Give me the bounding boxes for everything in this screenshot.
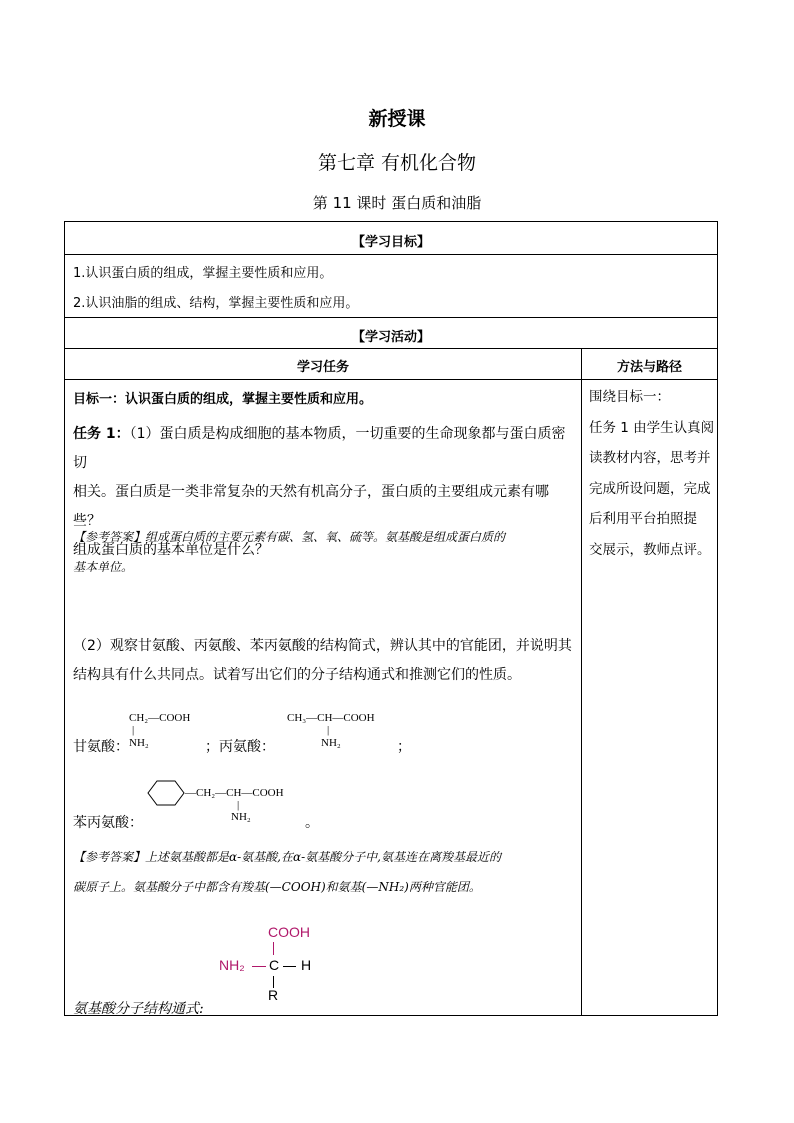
task1-label: 任务 1： [73,426,130,442]
phe-formula-bottom: NH₂ [231,811,251,823]
alanine-formula-bottom: NH₂ [321,737,341,749]
general-formula-label: 氨基酸分子结构通式: [73,1001,204,1017]
activities-heading: 【学习活动】 [351,330,430,345]
task1-question2: （2）观察甘氨酸、丙氨酸、苯丙氨酸的结构简式，辨认其中的官能团，并说明其 结构具有什么共同点。试着写出它们的分子结构通式和推测它们的性质。 [73,638,572,683]
phe-label: 苯丙氨酸： [73,815,143,831]
glycine-formula-top: CH₂—COOH [129,712,191,724]
lesson-table: 【学习目标】 1.认识蛋白质的组成，掌握主要性质和应用。 2.认识油脂的组成、结构，掌握主要性质和应用。 【学习活动】 学习任务 方法与路径 目标一：认识蛋白质的组成，掌握主要性质和应用。 任务 1：（1）蛋白质是构成细胞的基本物质，一切重要的生命现象都与蛋白质密切 相关。蛋白质是一类非常复杂的天然有机高分子，蛋白质的主要组成元素有哪些？ 组成蛋白质的基本单位是什么？ 【参考答案】组成蛋白质的主要元素有碳、氢、氧、硫等。氨基酸是组成蛋白质的 基本单位。 （2）观察甘氨酸、丙氨酸、苯丙氨酸的结构简式，辨认其中的官能团，并说明其 结构具有什么共同点。试着写出它们的分子结构通式和推测它们的性质。 CH₂—COOH | NH₂ 甘氨酸： ；丙氨酸： CH₃—CH—COOH | NH₂ ； —CH₂—CH—COOH | NH₂ 苯丙氨酸： 。 【参考答案】上述氨基酸都是α-氨基酸,在α-氨基酸分子中,氨基连在离羧基最近的 碳原子上。氨基酸分子中都含有羧基(—COOH)和氨基(—NH₂)两种官能团。 COOH NH₂ C H R 氨基酸分子结构通式: 围绕目标一： 任务 1 由学生认真阅 读教材内容，思考并 完成所设问题，完成 后利用平台拍照提 交展示，教师点评。 [64,221,718,1016]
glycine-formula-bottom: NH₂ [129,737,149,749]
task1-question1: 任务 1：（1）蛋白质是构成细胞的基本物质，一切重要的生命现象都与蛋白质密切 相关。蛋白质是一类非常复杂的天然有机高分子，蛋白质的主要组成元素有哪些？ 组成蛋白质的基本单位是什么？ [73,426,566,558]
glycine-label: 甘氨酸： [73,739,129,755]
page-title: 新授课 [368,108,426,130]
phe-formula-top: —CH₂—CH—COOH [185,787,284,799]
chapter-title: 第七章 有机化合物 [317,152,477,174]
alanine-label: ；丙氨酸： [205,739,275,755]
column-header-task: 学习任务 [296,360,349,375]
method-notes: 围绕目标一： 任务 1 由学生认真阅 读教材内容，思考并 完成所设问题，完成 后利用平台拍照提 交展示，教师点评。 [589,389,715,558]
goals-heading: 【学习目标】 [351,235,430,250]
reference-answer-1: 【参考答案】组成蛋白质的主要元素有碳、氢、氧、硫等。氨基酸是组成蛋白质的 基本单位。 [73,530,506,574]
amino-acid-general-formula: COOH NH₂ C H R [219,924,312,1003]
lesson-title: 第 11 课时 蛋白质和油脂 [312,194,482,212]
goal-item: 2.认识油脂的组成、结构，掌握主要性质和应用。 [73,296,359,311]
goal-item: 1.认识蛋白质的组成，掌握主要性质和应用。 [73,266,333,281]
benzene-ring-icon [147,778,187,808]
reference-answer-2: 【参考答案】上述氨基酸都是α-氨基酸,在α-氨基酸分子中,氨基连在离羧基最近的 碳原子上。氨基酸分子中都含有羧基(—COOH)和氨基(—NH₂)两种官能团。 [73,850,501,894]
alanine-formula-top: CH₃—CH—COOH [287,712,375,724]
target-heading: 目标一：认识蛋白质的组成，掌握主要性质和应用。 [73,392,373,407]
column-header-method: 方法与路径 [616,360,682,375]
